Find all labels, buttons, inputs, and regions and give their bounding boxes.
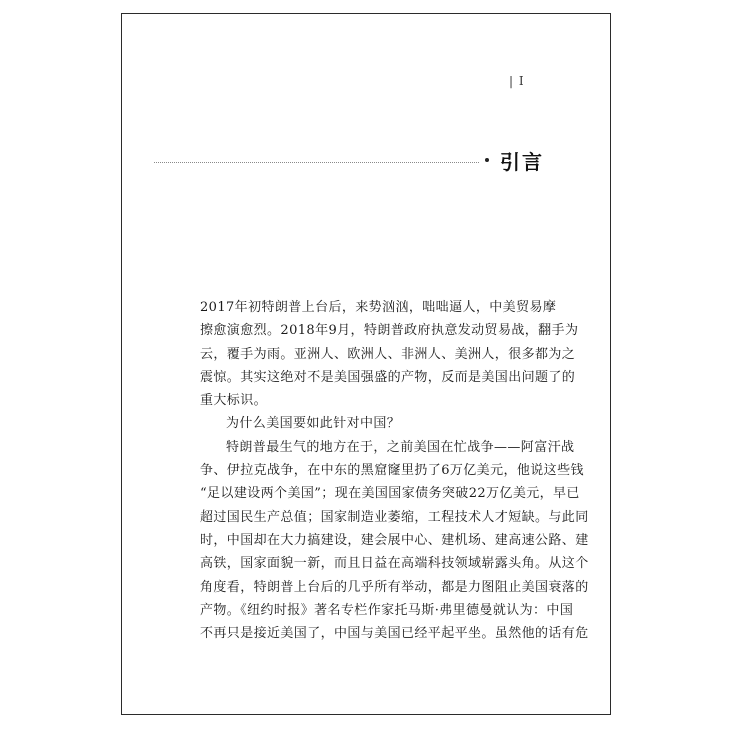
chapter-title: 引言 — [500, 150, 544, 174]
body-text — [200, 296, 589, 645]
body-line: 擦愈演愈烈。2018年9月，特朗普政府执意发动贸易战，翻手为 — [200, 323, 579, 339]
body-line: 时，中国却在大力搞建设，建会展中心、建机场、建高速公路、建 — [200, 532, 589, 548]
body-line: 为什么美国要如此针对中国？ — [226, 416, 401, 432]
body-line: 特朗普最生气的地方在于，之前美国在忙战争——阿富汗战 — [226, 439, 575, 455]
body-line: 云，覆手为雨。亚洲人、欧洲人、非洲人、美洲人，很多都为之 — [200, 346, 576, 362]
body-line: 2017年初特朗普上台后，来势汹汹，咄咄逼人，中美贸易摩 — [200, 300, 557, 315]
chapter-dotted-rule — [154, 162, 479, 163]
chapter-bullet-dot — [485, 158, 489, 162]
body-line: 超过国民生产总值；国家制造业萎缩，工程技术人才短缺。与此同 — [200, 509, 589, 525]
body-line: 震惊。其实这绝对不是美国强盛的产物，反而是美国出问题了的 — [200, 369, 576, 385]
body-line: 不再只是接近美国了，中国与美国已经平起平坐。虽然他的话有危 — [200, 626, 589, 642]
body-line: “足以建设两个美国”；现在美国国家债务突破22万亿美元，早已 — [200, 486, 580, 502]
page-number: | I — [509, 74, 525, 88]
body-line: 重大标识。 — [200, 393, 268, 409]
body-line: 争、伊拉克战争，在中东的黑窟窿里扔了6万亿美元，他说这些钱 — [200, 463, 584, 479]
body-line: 产物。《纽约时报》著名专栏作家托马斯·弗里德曼就认为：中国 — [200, 602, 574, 618]
body-line: 高铁，国家面貌一新，而且日益在高端科技领域崭露头角。从这个 — [200, 556, 589, 572]
body-line: 角度看，特朗普上台后的几乎所有举动，都是力图阻止美国衰落的 — [200, 579, 589, 595]
